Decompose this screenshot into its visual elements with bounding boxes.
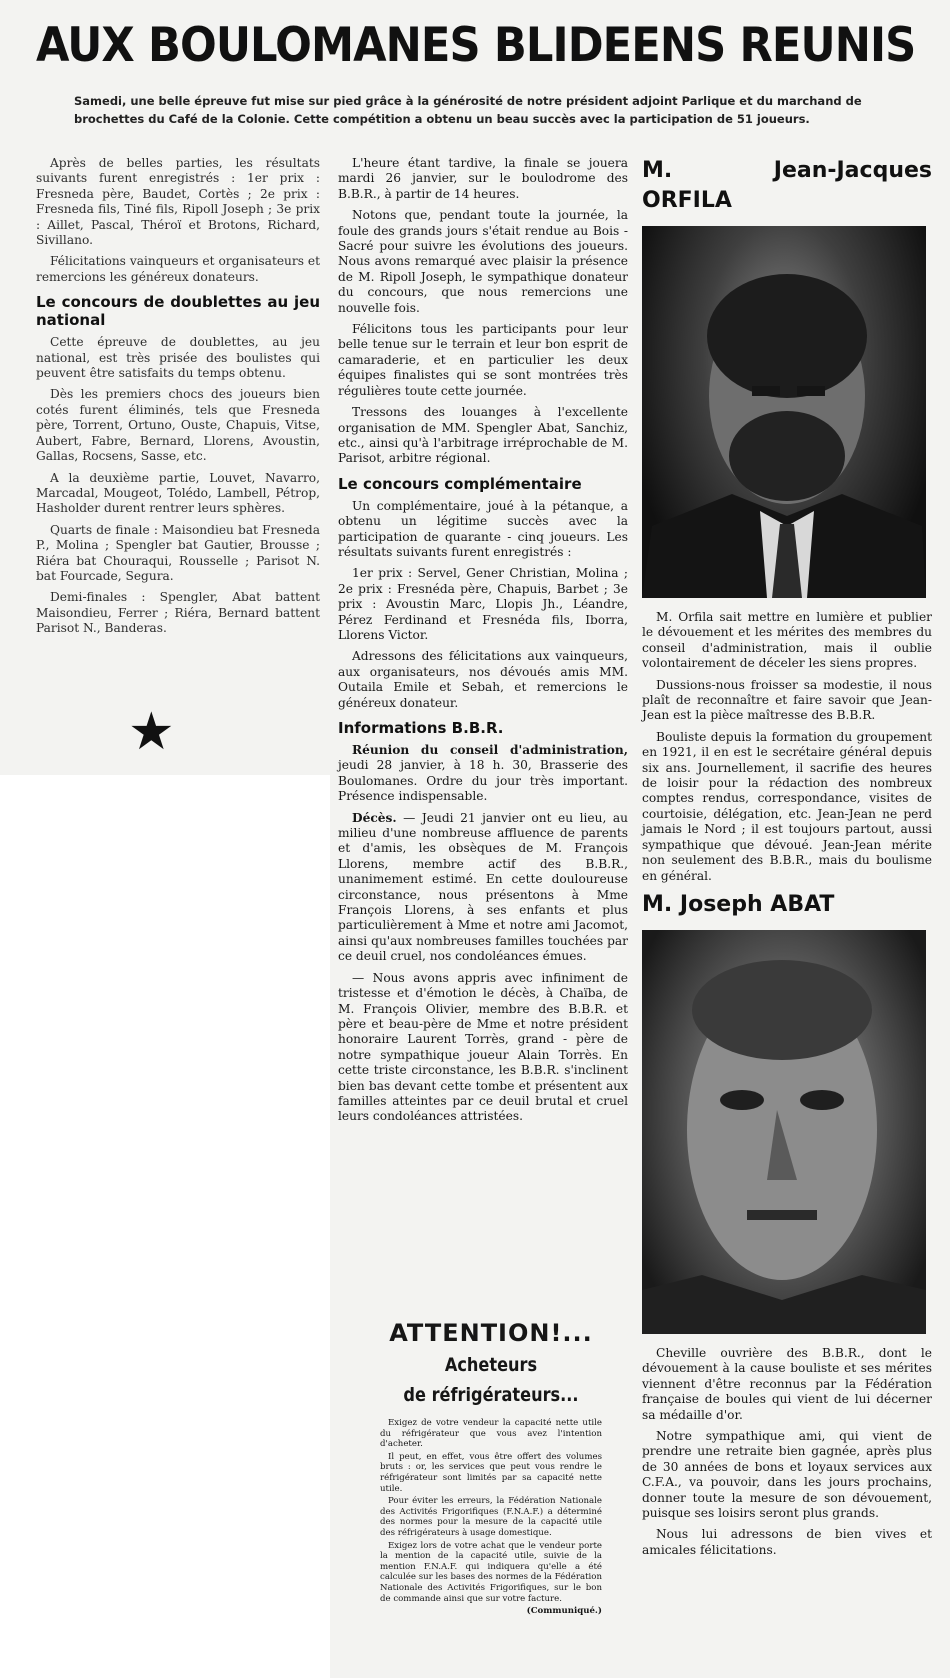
prizes-paragraph: 1er prix : Servel, Gener Christian, Molina ; 2e prix : Fresnéda père, Chapuis, Barbet ; 3e prix : Avoustin Marc, Llopis Jh., Léandre, Pérez Ferdinand et Fresnéda fils, Iborra, Llorens Victor. <box>338 566 628 642</box>
paragraph: — Nous avons appris avec infiniment de tristesse et d'émotion le décès, à Chaïba, de M. François Olivier, membre des B.B.R. et père et beau-père de Mme et notre président honoraire Laurent Torrès, grand - père de notre sympathique joueur Alain Torrès. En cette triste circonstance, les B.B.R. s'inclinent bien bas devant cette tombe et présentent aux familles atteintes par ce deuil brutal et cruel leurs condoléances attristées. <box>338 970 628 1124</box>
headline: AUX BOULOMANES BLIDEENS REUNIS <box>36 18 916 73</box>
portrait-photo-abat <box>642 930 926 1334</box>
semi-finals-paragraph: Demi-finales : Spengler, Abat battent Maisondieu, Ferrer ; Riéra, Bernard battent Parisot N., Banderas. <box>36 590 320 636</box>
paragraph: A la deuxième partie, Louvet, Navarro, Marcadal, Mougeot, Tolédo, Lambell, Pétrop, Hasholder durent rentrer leurs sphères. <box>36 470 320 516</box>
name-heading-abat: M. Joseph ABAT <box>642 891 835 917</box>
paragraph: L'heure étant tardive, la finale se jouera mardi 26 janvier, sur le boulodrome des B.B.R., à partir de 14 heures. <box>338 156 628 201</box>
advert-title: ATTENTION!... <box>389 1319 593 1347</box>
deces-paragraph <box>338 811 628 965</box>
paragraph: Bouliste depuis la formation du groupement en 1921, il en est le secrétaire général depuis six ans. Journellement, il sacrifie des heures de loisir pour la rédaction des nombreux comptes rendus, correspondance, visites de courtoisie, délégation, etc. Jean-Jean ne perd jamais le Nord ; il est toujours partout, aussi sympathique que dévoué. Jean-Jean mérite non seulement des B.B.R., mais du boulisme en général. <box>642 729 932 883</box>
paragraph: Notre sympathique ami, qui vient de prendre une retraite bien gagnée, après plus de 30 années de bons et loyaux services aux C.F.A., va pouvoir, dans les jours prochains, donner toute la mesure de son dévouement, puisque ses loisirs seront plus grands. <box>642 1428 932 1520</box>
portrait-photo-orfila <box>642 226 926 598</box>
paragraph: Notons que, pendant toute la journée, la foule des grands jours s'était rendue au Bois - Sacré pour suivre les évolutions des joueurs. Nous avons remarqué avec plaisir la présence de M. Ripoll Joseph, le sympathique donateur du concours, que nous remercions une nouvelle fois. <box>338 208 628 315</box>
column-2 <box>338 156 628 1131</box>
meeting-paragraph <box>338 743 628 805</box>
lead-paragraph: Samedi, une belle épreuve fut mise sur pied grâce à la générosité de notre président adjoint Parlique et du marchand de brochettes du Café de la Colonie. Cette compétition a obtenu un beau succès avec la participation de 51 joueurs. <box>74 94 862 126</box>
meeting-lead: Réunion du conseil d'administration, <box>352 743 628 757</box>
star-icon: ★ <box>128 702 175 762</box>
thanks-paragraph: Félicitations vainqueurs et organisateurs et remercions les généreux donateurs. <box>36 254 320 284</box>
advert-subtitle: de réfrigérateurs... <box>403 1384 579 1406</box>
advert-subtitle: Acheteurs <box>444 1354 538 1376</box>
deces-lead: Décès. <box>352 810 397 825</box>
name-heading-orfila: M. Jean-Jacques ORFILA <box>642 158 932 213</box>
paragraph: M. Orfila sait mettre en lumière et publier le dévouement et les mérites des membres du conseil d'administration, mais il oublie volontairement de déceler les siens propres. <box>642 610 932 671</box>
advert-paragraph: Pour éviter les erreurs, la Fédération Nationale des Activités Frigorifiques (F.N.A.F.) a déterminé des normes pour la mesure de la capacité utile des réfrigérateurs à usage domestique. <box>380 1496 602 1538</box>
advert-body <box>380 1418 602 1617</box>
paragraph: Tressons des louanges à l'excellente organisation de MM. Spengler Abat, Sanchiz, etc., ainsi qu'à l'arbitrage irréprochable de M. Parisot, arbitre régional. <box>338 405 628 466</box>
meeting-text: jeudi 28 janvier, à 18 h. 30, Brasserie des Boulomanes. Ordre du jour très important. Présence indispensable. <box>338 758 628 804</box>
results-paragraph: Après de belles parties, les résultats suivants furent enregistrés : 1er prix : Fresneda père, Baudet, Cortès ; 2e prix : Fresneda fils, Tiné fils, Ripoll Joseph ; 3e prix : Aillet, Pascal, Théroï et Brotons, Richard, Sivillano. <box>36 156 320 248</box>
paragraph: Un complémentaire, joué à la pétanque, a obtenu un légitime succès avec la participation de quarante - cinq joueurs. Les résultats suivants furent enregistrés : <box>338 498 628 559</box>
paragraph: Félicitons tous les participants pour leur belle tenue sur le terrain et leur bon esprit de camaraderie, et en particulier les deux équipes finalistes qui se sont montrées très régulières toute cette journée. <box>338 322 628 398</box>
section-heading-doublettes: Le concours de doublettes au jeu national <box>36 293 320 330</box>
paragraph: Dussions-nous froisser sa modestie, il nous plaît de reconnaître et faire savoir que Jean-Jean est la pièce maîtresse des B.B.R. <box>642 677 932 723</box>
advert-paragraph: Exigez de votre vendeur la capacité nette utile du réfrigérateur que vous avez l'intention d'acheter. <box>380 1418 602 1450</box>
advert-paragraph: Exigez lors de votre achat que le vendeur porte la mention de la capacité utile, suivie de la mention F.N.A.F. qui indiquera qu'elle a été calculée sur les bases des normes de la Fédération Nationale des Activités Frigorifiques, sur le bon de commande ainsi que sur votre facture. <box>380 1540 602 1604</box>
paragraph: Dès les premiers chocs des joueurs bien cotés furent éliminés, tels que Fresneda père, Torrent, Ortuno, Ouste, Chapuis, Vitse, Aubert, Fabre, Bernard, Llorens, Avoustin, Gallas, Rocsens, Sasse, etc. <box>36 387 320 464</box>
paragraph: Cette épreuve de doublettes, au jeu national, est très prisée des boulistes qui peuvent être satisfaits du temps obtenu. <box>36 335 320 381</box>
quarter-finals-paragraph: Quarts de finale : Maisondieu bat Fresneda P., Molina ; Spengler bat Gautier, Brousse ; Riéra bat Chouraqui, Rousselle ; Parisot N. bat Fourcade, Segura. <box>36 522 320 583</box>
deces-text: — Jeudi 21 janvier ont eu lieu, au milieu d'une nombreuse affluence de parents et d'amis, les obsèques de M. François Llorens, membre actif des B.B.R., unanimement estimé. En cette douloureuse circonstance, nous présentons à Mme François Llorens, à ses enfants et plus particulièrement à Mme et notre ami Jacomot, ainsi qu'aux nombreuses familles touchées par ce deuil cruel, nos condoléances émues. <box>338 810 628 964</box>
refrigerator-advert <box>380 1318 602 1617</box>
section-heading-complementaire: Le concours complémentaire <box>338 474 582 493</box>
blank-margin <box>0 775 330 1678</box>
column-1 <box>36 156 320 643</box>
communique-label: (Communiqué.) <box>526 1606 602 1617</box>
paragraph: Cheville ouvrière des B.B.R., dont le dévouement à la cause bouliste et ses mérites viennent d'être reconnus par la Fédération française de boules qui vient de lui décerner sa médaille d'or. <box>642 1345 932 1422</box>
paragraph: Adressons des félicitations aux vainqueurs, aux organisateurs, nos dévoués amis MM. Outaila Emile et Sebah, et remercions le généreux donateur. <box>338 649 628 710</box>
section-heading-informations: Informations B.B.R. <box>338 719 504 737</box>
advert-paragraph: Il peut, en effet, vous être offert des volumes bruts : or, les services que peut vous rendre le réfrigérateur sont limités par sa capacité nette utile. <box>380 1451 602 1494</box>
paragraph: Nous lui adressons de bien vives et amicales félicitations. <box>642 1527 932 1557</box>
column-3 <box>642 156 932 1564</box>
